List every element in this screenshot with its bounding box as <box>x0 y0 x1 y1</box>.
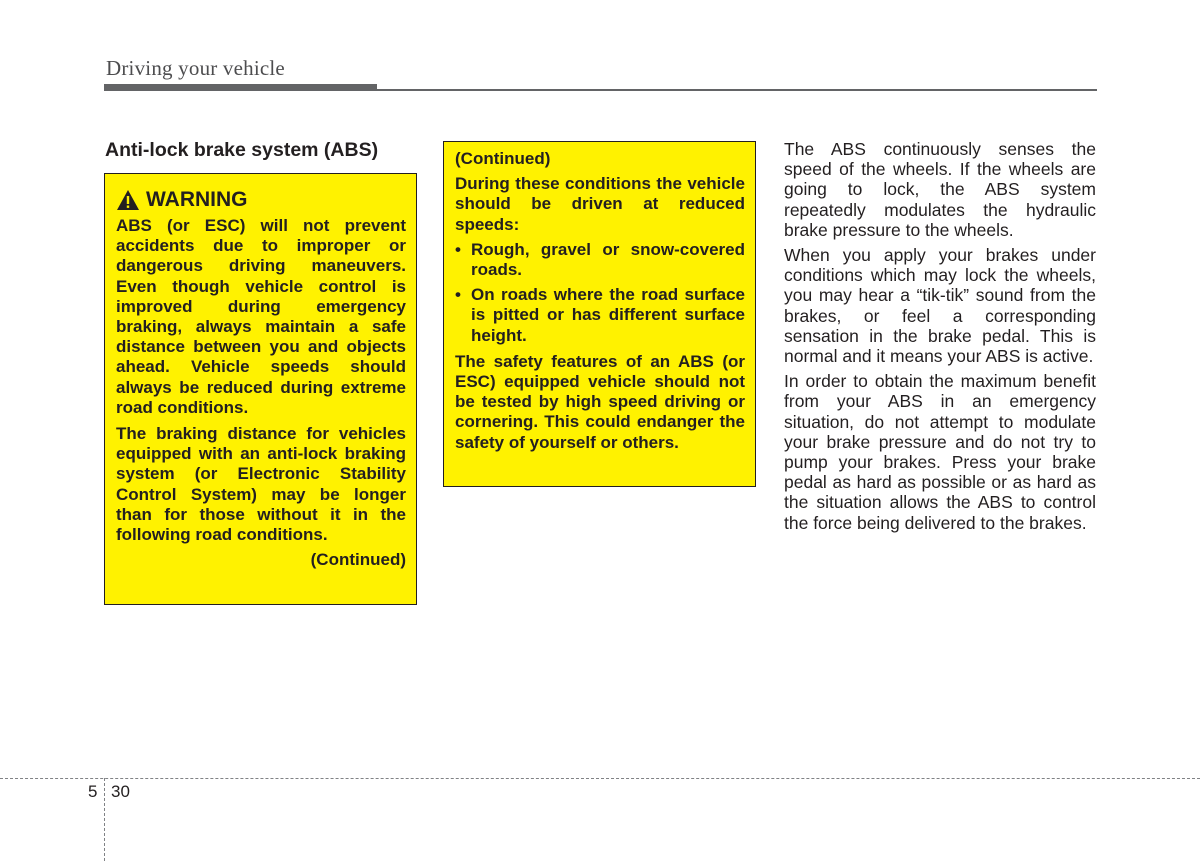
continued-label: (Continued) <box>455 149 551 168</box>
list-item-text: Rough, gravel or snow-covered roads. <box>471 239 745 280</box>
list-item <box>455 240 745 280</box>
body-paragraph: When you apply your brakes under conditions which may lock the wheels, you may hear a “tik-tik” sound from the brakes, or feel a corresponding sensation in the brake pedal. This is normal and it means your ABS is active. <box>784 245 1096 367</box>
body-text-column <box>784 139 1096 538</box>
footer-divider-vertical <box>104 778 105 861</box>
body-paragraph: In order to obtain the maximum benefit from your ABS in an emergency situation, do not attempt to modulate your brake pressure and do not try to pump your brakes. Press your brake pedal as hard as possible or as hard as the situation allows the ABS to control the force being delivered to the brakes. <box>784 371 1096 533</box>
bullet-icon: • <box>455 239 461 259</box>
section-number: 5 <box>88 782 98 801</box>
warning-header <box>116 186 406 214</box>
section-heading: Anti-lock brake system (ABS) <box>105 139 379 161</box>
warning-box-1 <box>104 173 417 605</box>
bullet-icon: • <box>455 285 461 305</box>
warning-paragraph: ABS (or ESC) will not prevent accidents due to improper or dangerous driving maneuvers. Even though vehicle control is improved during emergency braking, always maintain a safe distance between you and objects ahead. Vehicle speeds should always be reduced during extreme road conditions. <box>116 216 406 417</box>
body-paragraph: The ABS continuously senses the speed of the wheels. If the wheels are going to lock, the ABS system repeatedly modulates the hydraulic brake pressure to the wheels. <box>784 139 1096 240</box>
list-item-text: On roads where the road surface is pitted or has different surface height. <box>471 285 745 345</box>
page-number: 30 <box>111 782 130 801</box>
warning-paragraph: The braking distance for vehicles equipped with an anti-lock braking system (or Electronic Stability Control System) may be longer than for those without it in the following road conditions. <box>116 424 406 545</box>
warning-paragraph: The safety features of an ABS (or ESC) equipped vehicle should not be tested by high speed driving or cornering. This could endanger the safety of yourself or others. <box>455 351 745 452</box>
continued-label: (Continued) <box>310 550 406 570</box>
warning-box-2 <box>443 141 756 487</box>
warning-label: WARNING <box>146 187 248 211</box>
warning-triangle-icon <box>116 189 140 211</box>
list-item <box>455 285 745 346</box>
footer-divider <box>0 778 1200 779</box>
warning-paragraph: During these conditions the vehicle should be driven at reduced speeds: <box>455 174 745 234</box>
header-rule <box>104 89 1097 91</box>
header-title: Driving your vehicle <box>106 56 285 80</box>
